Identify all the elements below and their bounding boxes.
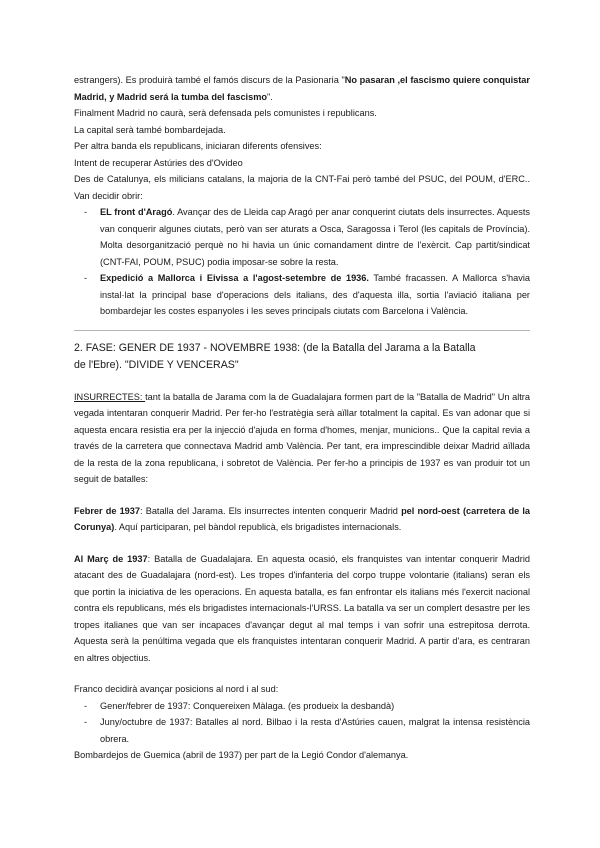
text-run: tant la batalla de Jarama com la de Guadalajara formen part de la "Batalla de Madrid" Un altra vegada intentaran conquerir Madrid. Per fer-ho l'estratègia serà aïllar totalment la capital. Es van adonar que si aquesta encara resistia era per la injecció d'ajuda en forma d'homes, menjar, municions.. Que la capital revia a través de la carretera que connectava Madrid amb València. Per tant, era imprescindible deixar Madrid aïllada de la resta de la zona republicana, i sobretot de València. Per fer-ho a principis de 1937 es van produir tot un seguit de batalles:	[74, 391, 530, 484]
list-item	[74, 204, 530, 270]
pasionaria-paragraph	[74, 72, 530, 105]
list-item-text: Gener/febrer de 1937: Conquereixen Màlaga. (es produeix la desbandà)	[100, 700, 395, 711]
text-run: : Batalla del Jarama. Els insurrectes intenten conquerir Madrid	[140, 505, 402, 516]
paragraph-bombing: La capital serà també bombardejada.	[74, 124, 226, 135]
date-label: Al Març de 1937	[74, 553, 148, 564]
insurrectes-label: INSURRECTES:	[74, 391, 146, 402]
guernica-paragraph: Bombardejos de Guemica (abril de 1937) per part de la Legió Condor d'alemanya.	[74, 750, 409, 760]
list-item-text: . Avançar des de Lleida cap Aragó per anar conquerint ciutats dels insurrectes. Aquests van conquerir algunes ciutats, però van ser aturats a Osca, Saragossa i Terol (les capitals de Província). Molta desorganització perquè no hi havia un únic comandament dintre de l'exèrcit. Cap partit/sindicat (CNT-FAI, POUM, PSUC) podia imposar-se sobre la resta.	[100, 207, 530, 267]
paragraph-catalunya: Des de Catalunya, els milicians catalans, la majoria de la CNT-Fai però també del PSUC, del POUM, d'ERC.. Van decidir obrir:	[74, 174, 530, 201]
heading-line: 2. FASE: GENER DE 1937 - NOVEMBRE 1938: (de la Batalla del Jarama a la Batalla	[74, 341, 476, 354]
document-body	[74, 72, 530, 764]
list-dash: -	[84, 273, 88, 283]
franco-list	[74, 698, 530, 748]
list-item	[74, 270, 530, 320]
insurrectes-paragraph	[74, 389, 530, 488]
text-run: estrangers). Es produirà també el famós discurs de la Pasionaria "	[74, 75, 345, 85]
pasionaria-quote: No pasaran ,el fascismo quiere conquistar Madrid, y Madrid será la tumba del fascismo	[74, 75, 530, 102]
list-item-title: Expedició a Mallorca i Eivissa a l'agost-setembre de 1936.	[100, 273, 369, 283]
list-item-text: Juny/octubre de 1937: Batalles al nord. Bilbao i la resta d'Astúries cauen, malgrat la intensa resistència obrera.	[100, 717, 530, 744]
paragraph-madrid-defense: Finalment Madrid no caurà, serà defensada pels comunistes i republicans.	[74, 108, 377, 118]
text-run: : Batalla de Guadalajara. En aquesta ocasió, els franquistes van intentar conquerir Madrid atacant des de Guadalajara (nord-est). Les tropes d'infanteria del corpo truppe volontarie (italians) seran els que portin la iniciativa de les operacions. En aquesta batalla, es fan enfrontar els italians més l'exercit nacional contra els republicans, més els brigadistes internacionals-l'URSS. La batalla va ser un complert desastre per les tropes italianes que van ser incapaces d'avançar degut al mal temps i van sofrir una estrepitosa derrota. Aquesta serà la penúltima vegada que els franquistes intentaran conquerir Madrid. A partir d'ara, es centraran en altres objectius.	[74, 553, 530, 663]
list-dash: -	[84, 717, 88, 727]
marc-paragraph	[74, 551, 530, 667]
section-heading	[74, 340, 530, 374]
date-label: Febrer de 1937	[74, 505, 141, 516]
offensives-list	[74, 204, 530, 320]
list-item	[74, 714, 530, 747]
heading-line: de l'Ebre). "DIVIDE Y VENCERAS"	[74, 358, 239, 371]
bold-run: pel nord-oest (carretera de la Corunya)	[74, 505, 530, 532]
paragraph-offensives: Per altra banda els republicans, iniciaran diferents ofensives:	[74, 141, 322, 151]
list-item	[74, 698, 530, 715]
paragraph-asturies: Intent de recuperar Astúries des d'Ovideo	[74, 157, 243, 168]
text-run: . Aquí participaran, pel bàndol republicà, els brigadistes internacionals.	[114, 522, 402, 532]
febrer-paragraph	[74, 503, 530, 536]
text-run: ".	[267, 91, 273, 102]
list-dash: -	[84, 207, 88, 217]
list-item-text: També fracassen. A Mallorca s'havia instal·lat la principal base d'operacions dels italians, des d'aquesta illa, sortia l'aviació italiana per bombardejar les costes espanyoles i les seves principals ciutats com Barcelona i València.	[100, 273, 530, 316]
list-item-title: EL front d'Aragó	[100, 207, 173, 217]
list-dash: -	[84, 700, 88, 711]
franco-intro: Franco decidirà avançar posicions al nord i al sud:	[74, 684, 279, 694]
section-divider	[74, 330, 530, 331]
